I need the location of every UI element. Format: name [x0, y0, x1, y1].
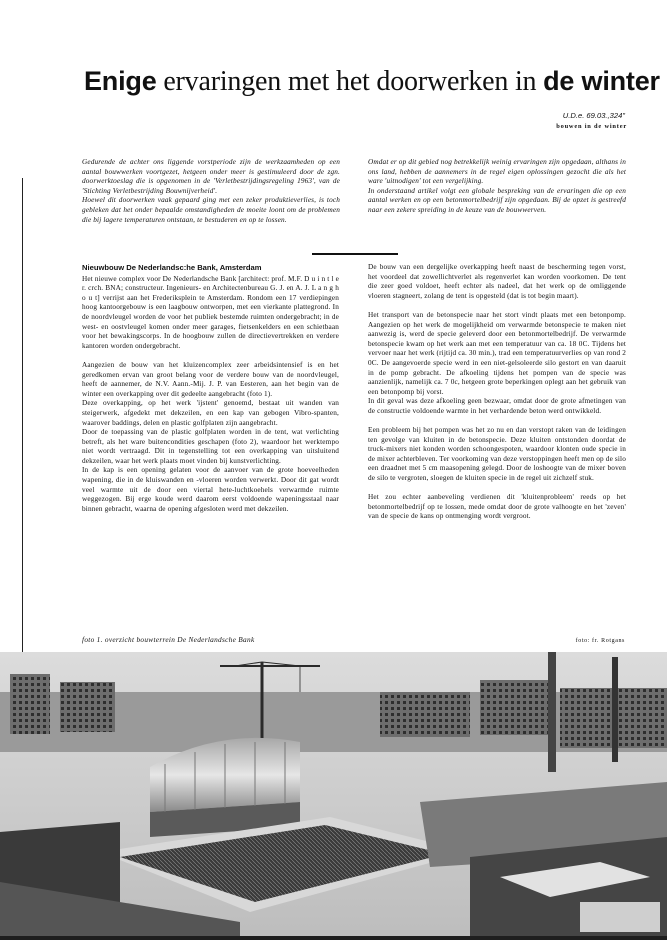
- intro-right-paragraph: In onderstaand artikel volgt een globale bespreking van de ervaringen die op een aantal werken en op een betonmortelbedrijf zijn opgedaan. Bij de opzet is gestreefd naar een zekere spreiding in de keuze van de bouwwerven.: [368, 186, 626, 214]
- title-middle: ervaringen met het doorwerken in: [156, 66, 544, 97]
- article-title: [84, 66, 660, 97]
- paragraph: Deze overkapping, op het werk 'ijstent' genoemd, bestaat uit wanden van steigerwerk, afgedekt met dekzeilen, en een kap van gebogen Vibro-spanten, waarover baddings, delen en plastic golfplaten zijn aangebracht.: [82, 399, 339, 427]
- title-bold-end: de winter: [543, 66, 660, 96]
- paragraph: De bouw van een dergelijke overkapping heeft naast de bescherming tegen vorst, het voordeel dat zowellichtverlet als regenverlet kan worden voorkomen. De tent die zeer goed voldoet, heeft echter als nadeel, dat het werk op de omliggende vloeren stagneert, zolang de tent is opgesteld (dat is tot begin maart).: [368, 263, 626, 300]
- paragraph: In dit geval was deze afkoeling geen bezwaar, omdat door de grote afmetingen van de constructie voldoende warmte in het verhardende beton werd ontwikkeld.: [368, 397, 626, 415]
- construction-site-photo: [0, 652, 667, 940]
- paragraph: Aangezien de bouw van het kluizencomplex zeer arbeidsintensief is en het geredkomen ervan van groot belang voor de verdere bouw van de noordvleugel, heeft de aannemer, de N.V. Aann.-Mij. J. P. van Eesteren, aan het begin van de winter een overkapping over dit gedeelte aangebracht (foto 1).: [82, 360, 339, 398]
- udc-code: U.D.e. 69.03.,324": [562, 111, 625, 120]
- right-column: [368, 263, 626, 532]
- paragraph: Het transport van de betonspecie naar het stort vindt plaats met een betonpomp. Aangezien op het werk de mogelijkheid om verwarmde betonspecie te maken niet aanwezig is, werd de specie geleverd door een betonmortelbedrijf. De verwarmde betonspecie kwam op het werk aan met een temperatuur van ca. 18 0C. Tijdens het vervoer naar het werk (rijtijd ca. 30 min.), trad een temperatuurverlies op van rond 2 0C. De aangevoerde specie werd in een niet-gelsoleerde silo gestort en van daaruit in de pomp gebracht. De afkoeling tijdens het pompen van de specie was aanzienlijk, namelijk ca. 7 0c, hetgeen grote beperkingen oplegt aan het gebruik van een betonpomp bij vorst.: [368, 310, 626, 396]
- section-heading: Nieuwbouw De Nederlandsc:he Bank, Amsterdam: [82, 263, 262, 272]
- paragraph: Het nieuwe complex voor De Nederlandsche Bank [architect: prof. M.F. D u i n t l e r. crch. BNA; constructeur. Ingenieurs- en Architectenbureau G. J. en A. J. L a n g h o u t] verrijst aan het Frederiksplein te Amsterdam. Rondom een 17 verdiepingen hoog kantoorgebouw is een laagbouw ontworpen, met een vierkante plattegrond. In de noordvleugel worden de voor het publiek bestemde ruimten ondergebracht; in de west- en oostvleugel komen onder meer garages, fietsenkelders en een schietbaan voor het bewakingscorps. In de hoogbouw zullen de directievertrekken en verdere kantoren worden ondergebracht.: [82, 274, 339, 350]
- keywords: bouwen in de winter: [556, 123, 627, 130]
- left-column: [82, 263, 339, 514]
- intro-left-paragraph: Hoewel dit doorwerken vaak gepaard ging met een zeker produktieverlies, is toch gebleken dat het onder bepaalde omstandigheden de moeite loont om de problemen die bij lagere temperaturen ontstaan, te bestuderen en op te lossen.: [82, 196, 340, 224]
- intro-left: [82, 158, 340, 225]
- section-divider: [312, 253, 398, 255]
- intro-right: [368, 158, 626, 216]
- paragraph: Een probleem bij het pompen was het zo nu en dan verstopt raken van de leidingen ten gevolge van kluiten in de betonspecie. Deze kluiten ontstonden doordat de truck-mixers niet konden worden schoongespoten, waardoor klonten oude specie in de mixer achterbleven. Ter voorkoming van deze verstoppingen heeft men op de silo een draadnet met 5 cm maasopening gelegd. Door de loshoogte van de mixer boven de silo te vergroten, sloegen de kluiten specie in de regel uit zichzelf stuk.: [368, 426, 626, 483]
- intro-right-paragraph: Omdat er op dit gebied nog betrekkelijk weinig ervaringen zijn opgedaan, althans in ons land, hebben de aannemers in de regel eigen oplossingen gezocht die als het ware 'uitnodigen' tot een vergelijking.: [368, 158, 626, 186]
- intro-left-paragraph: Gedurende de achter ons liggende vorstperiode zijn de werkzaamheden op een aantal bouwwerken voortgezet, hetgeen onder meer is gestimuleerd door de zgn. doorwerktoeslag die is opgenomen in de 'Verletbestrijdingsregeling 1963', van de 'Stichting Verletbestrijding Bouwnijverheid'.: [82, 158, 340, 195]
- paragraph: Het zou echter aanbeveling verdienen dit 'kluitenprobleem' reeds op het betonmortelbedrijf op te lossen, mede omdat door de grote valhoogte en het 'zeven' van de specie de kans op ontmenging wordt vergroot.: [368, 493, 626, 521]
- photo-credit: foto: fr. Rotgans: [575, 638, 625, 644]
- paragraph: In de kap is een opening gelaten voor de aanvoer van de grote hoeveelheden wapening, die in de kluiswanden en -vloeren worden verwerkt. Door dit gat wordt veel warmte uit de door een viertal hete-luchtkoehels verwarmde ruimte weggezogen. Bij erge koude werd daarom eerst voldoende wapeningsstaal naar binnen gebracht, waarna de opening afgesloten werd met dekzeilen.: [82, 466, 339, 513]
- paragraph: Door de toepassing van de plastic golfplaten worden in de tent, wat verlichting betreft, als het ware buitencondities geschapen (foto 2), waardoor het werktempo niet wordt vertraagd. Dit in tegenstelling tot een overkapping van uitsluitend dekzeilen, waar het werk plaats moet vinden bij kunstverlichting.: [82, 428, 339, 465]
- title-bold-start: Enige: [84, 66, 157, 96]
- photo-caption: foto 1. overzicht bouwterrein De Nederlandsche Bank: [82, 635, 255, 644]
